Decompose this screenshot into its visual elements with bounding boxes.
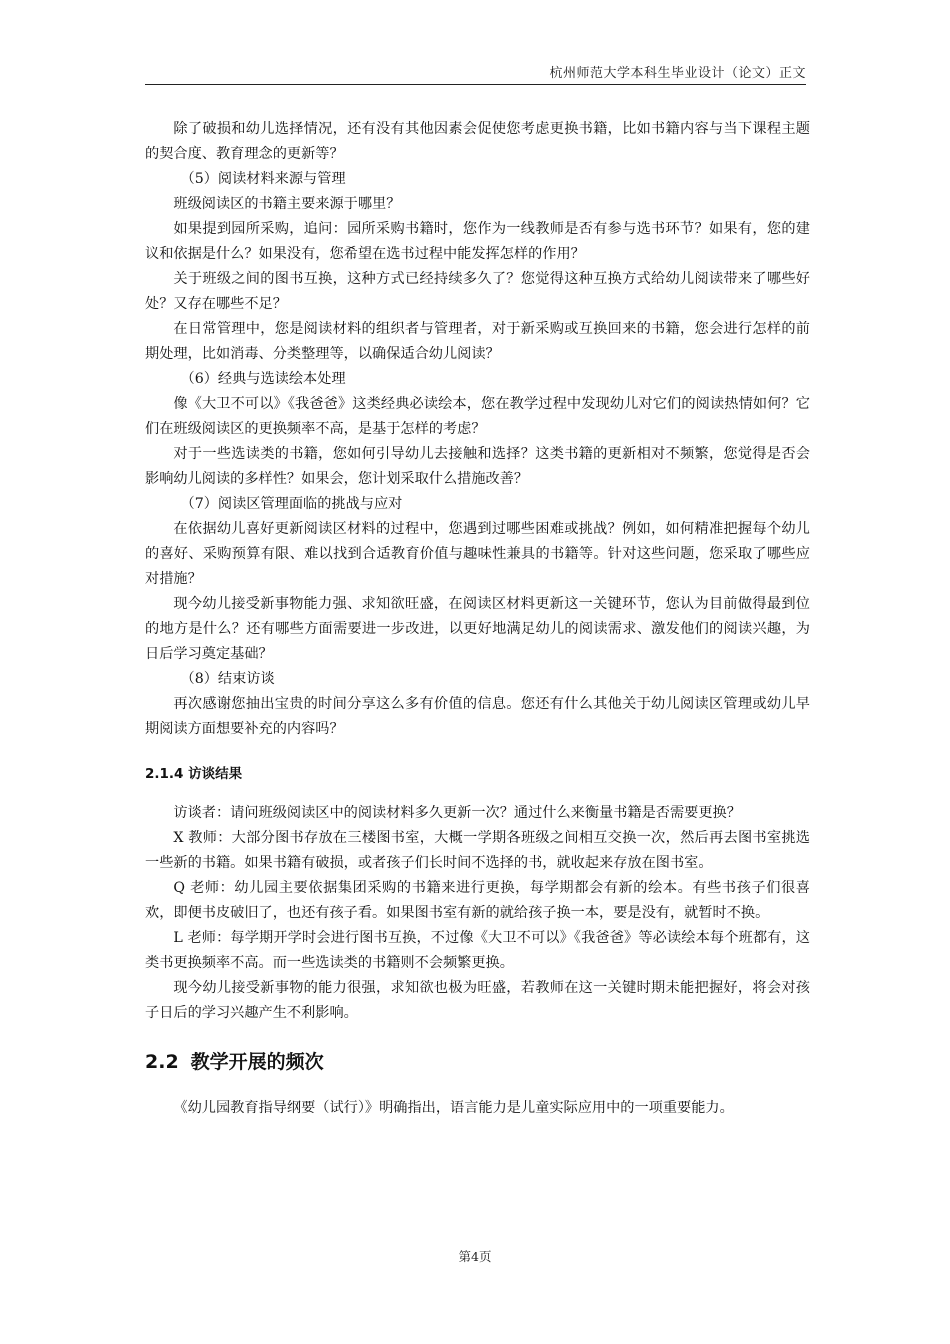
subsection-heading: （6）经典与选读绘本处理 — [180, 371, 346, 387]
document-body — [145, 117, 810, 1121]
subsection-heading: （8）结束访谈 — [180, 671, 275, 687]
page-number: 第4页 — [458, 1249, 492, 1264]
body-paragraph: 如果提到园所采购，追问：园所采购书籍时，您作为一线教师是否有参与选书环节？如果有，您的建议和依据是什么？如果没有，您希望在选书过程中能发挥怎样的作用？ — [145, 221, 810, 262]
body-paragraph: L 老师：每学期开学时会进行图书互换，不过像《大卫不可以》《我爸爸》等必读绘本每个班都有，这类书更换频率不高。而一些选读类的书籍则不会频繁更换。 — [145, 930, 810, 971]
body-paragraph: 访谈者：请问班级阅读区中的阅读材料多久更新一次？通过什么来衡量书籍是否需要更换？ — [173, 805, 741, 821]
body-paragraph: 现今幼儿接受新事物的能力很强，求知欲也极为旺盛，若教师在这一关键时期未能把握好，将会对孩子日后的学习兴趣产生不利影响。 — [145, 980, 810, 1021]
body-paragraph: X 教师：大部分图书存放在三楼图书室，大概一学期各班级之间相互交换一次，然后再去图书室挑选一些新的书籍。如果书籍有破损，或者孩子们长时间不选择的书，就收起来存放在图书室。 — [145, 830, 810, 871]
body-paragraph: 除了破损和幼儿选择情况，还有没有其他因素会促使您考虑更换书籍，比如书籍内容与当下课程主题的契合度、教育理念的更新等？ — [145, 121, 810, 162]
header-divider — [145, 84, 806, 85]
body-paragraph: 现今幼儿接受新事物能力强、求知欲旺盛，在阅读区材料更新这一关键环节，您认为目前做得最到位的地方是什么？还有哪些方面需要进一步改进，以更好地满足幼儿的阅读需求、激发他们的阅读兴趣，为日后学习奠定基础？ — [145, 596, 810, 662]
subsection-heading: （7）阅读区管理面临的挑战与应对 — [180, 496, 403, 512]
body-paragraph: 在日常管理中，您是阅读材料的组织者与管理者，对于新采购或互换回来的书籍，您会进行怎样的前期处理，比如消毒、分类整理等，以确保适合幼儿阅读？ — [145, 321, 810, 362]
subsection-heading: （5）阅读材料来源与管理 — [180, 171, 346, 187]
page-header-title: 杭州师范大学本科生毕业设计（论文）正文 — [549, 66, 806, 81]
body-paragraph: Q 老师：幼儿园主要依据集团采购的书籍来进行更换，每学期都会有新的绘本。有些书孩子们很喜欢，即便书皮破旧了，也还有孩子看。如果图书室有新的就给孩子换一本，要是没有，就暂时不换。 — [145, 880, 810, 921]
section-title: 教学开展的频次 — [190, 1051, 324, 1073]
body-paragraph: 再次感谢您抽出宝贵的时间分享这么多有价值的信息。您还有什么其他关于幼儿阅读区管理或幼儿早期阅读方面想要补充的内容吗？ — [145, 696, 810, 737]
section-heading-level3: 2.1.4 访谈结果 — [145, 766, 243, 782]
body-paragraph: 对于一些选读类的书籍，您如何引导幼儿去接触和选择？这类书籍的更新相对不频繁，您觉得是否会影响幼儿阅读的多样性？如果会，您计划采取什么措施改善？ — [145, 446, 810, 487]
section-heading-level2 — [145, 1048, 810, 1076]
body-paragraph: 在依据幼儿喜好更新阅读区材料的过程中，您遇到过哪些困难或挑战？例如，如何精准把握每个幼儿的喜好、采购预算有限、难以找到合适教育价值与趣味性兼具的书籍等。针对这些问题，您采取了哪些应对措施？ — [145, 521, 810, 587]
body-paragraph: 班级阅读区的书籍主要来源于哪里？ — [173, 196, 401, 212]
body-paragraph: 像《大卫不可以》《我爸爸》这类经典必读绘本，您在教学过程中发现幼儿对它们的阅读热情如何？它们在班级阅读区的更换频率不高，是基于怎样的考虑？ — [145, 396, 810, 437]
section-number: 2.2 — [145, 1051, 179, 1073]
body-paragraph: 《幼儿园教育指导纲要（试行）》明确指出，语言能力是儿童实际应用中的一项重要能力。 — [173, 1100, 734, 1116]
body-paragraph: 关于班级之间的图书互换，这种方式已经持续多久了？您觉得这种互换方式给幼儿阅读带来了哪些好处？又存在哪些不足？ — [145, 271, 810, 312]
